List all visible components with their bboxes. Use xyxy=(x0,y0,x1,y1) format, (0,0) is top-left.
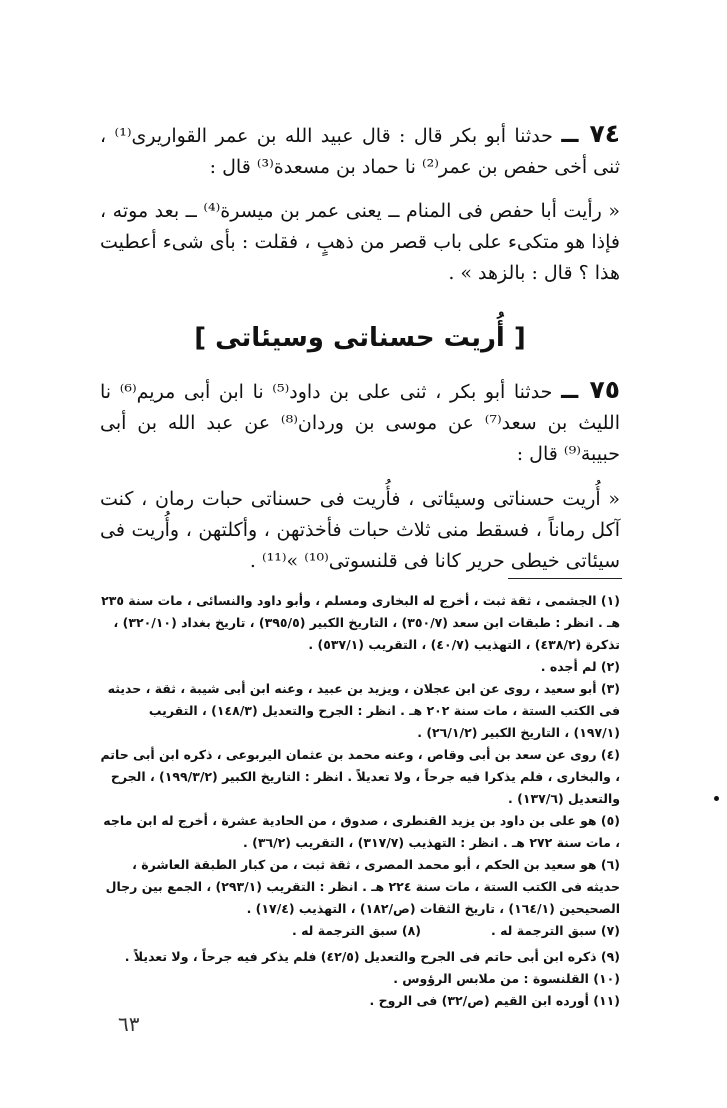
footnote-3: (٣) أبو سعيد ، روى عن ابن عجلان ، ويزيد بن عبيد ، وعنه ابن أبى شيبة ، ثقة ، حديثه فى الكتب الستة ، مات سنة ٢٠٢ هـ . انظر : الجرح والتعديل (١٤٨/٣) ، التقريب (١٩٧/١) ، التاريخ الكبير (٢٦/١/٢) . xyxy=(107,681,620,740)
hadith-75-isnad: حدثنا أبو بكر ، ثنى على بن داود⁽⁵⁾ نا ابن أبى مريم⁽⁶⁾ نا الليث بن سعد⁽⁷⁾ عن موسى بن وردان⁽⁸⁾ عن عبد الله بن أبى حبيبة⁽⁹⁾ قال : xyxy=(100,381,620,465)
hadith-75-isnad-paragraph xyxy=(100,374,620,470)
page-number: ٦٣ xyxy=(118,1012,140,1036)
hadith-74-number: ٧٤ ــ xyxy=(561,119,620,148)
hadith-75-number: ٧٥ ــ xyxy=(561,375,620,404)
footnotes xyxy=(100,590,620,1012)
margin-dot xyxy=(714,796,719,801)
footnote-2: (٢) لم أجده . xyxy=(540,659,620,674)
hadith-74 xyxy=(100,118,620,289)
section-heading: [ أُريت حسناتى وسيئاتى ] xyxy=(194,323,526,353)
footnote-4: (٤) روى عن سعد بن أبى وقاص ، وعنه محمد بن عثمان اليربوعى ، ذكره ابن أبى حاتم ، والبخارى ، فلم يذكرا فيه جرحاً ، ولا تعديلاً . انظر : التاريخ الكبير (١٩٩/٣/٢) ، الجرح والتعديل (١٣٧/٦) . xyxy=(100,747,620,806)
footnote-8: (٨) سبق الترجمة له . xyxy=(292,923,421,938)
footnote-11: (١١) أورده ابن القيم (ص/٣٢) فى الروح . xyxy=(369,993,620,1008)
footnote-9: (٩) ذكره ابن أبى حاتم فى الجرح والتعديل (٤٢/٥) فلم يذكر فيه جرحاً ، ولا تعديلاً . xyxy=(124,949,620,964)
footnote-pair-7-8 xyxy=(100,920,620,942)
hadith-74-matn: « رأيت أبا حفص فى المنام ــ يعنى عمر بن ميسرة⁽⁴⁾ ــ بعد موته ، فإذا هو متكىء على باب قصر من ذهبٍ ، فقلت : بأى شىء أعطيت هذا ؟ قال : بالزهد » . xyxy=(100,200,621,284)
hadith-75-matn: « أُريت حسناتى وسيئاتى ، فأُريت فى حسناتى حبات رمان ، كنت آكل رماناً ، فسقط منى ثلاث حبات فأخذتهن ، وأكلتهن ، وأُريت فى سيئاتى خيطى حرير كانا فى قلنسوتى⁽¹⁰⁾ »⁽¹¹⁾ . xyxy=(100,488,620,572)
hadith-74-isnad: حدثنا أبو بكر قال : قال عبيد الله بن عمر القواريرى⁽¹⁾ ، ثنى أخى حفص بن عمر⁽²⁾ نا حماد بن مسعدة⁽³⁾ قال : xyxy=(100,125,620,178)
footnote-10: (١٠) القلنسوة : من ملابس الرؤوس . xyxy=(393,971,620,986)
footnote-separator xyxy=(508,578,622,579)
hadith-75 xyxy=(100,374,620,577)
footnote-1: (١) الجشمى ، ثقة ثبت ، أخرج له البخارى ومسلم ، وأبو داود والنسائى ، مات سنة ٢٣٥ هـ . انظر : طبقات ابن سعد (٣٥٠/٧) ، التاريخ الكبير (٣٩٥/٥) ، تاريخ بغداد (٣٢٠/١٠) ، تذكرة (٤٣٨/٢) ، التهذيب (٤٠/٧) ، التقريب (٥٣٧/١) . xyxy=(101,593,620,652)
footnote-6: (٦) هو سعيد بن الحكم ، أبو محمد المصرى ، ثقة ثبت ، من كبار الطبقة العاشرة ، حديثه فى الكتب الستة ، مات سنة ٢٢٤ هـ . انظر : التقريب (٢٩٣/١) ، الجمع بين رجال الصحيحين (١٦٤/١) ، تاريخ الثقات (ص/١٨٢) ، التهذيب (١٧/٤) . xyxy=(105,857,620,916)
footnote-5: (٥) هو على بن داود بن يزيد القنطرى ، صدوق ، من الحادية عشرة ، أخرج له ابن ماجه ، مات سنة ٢٧٢ هـ . انظر : التهذيب (٣١٧/٧) ، التقريب (٣٦/٢) . xyxy=(103,813,620,850)
footnote-7: (٧) سبق الترجمة له . xyxy=(491,923,620,938)
hadith-74-isnad-paragraph xyxy=(100,118,620,183)
